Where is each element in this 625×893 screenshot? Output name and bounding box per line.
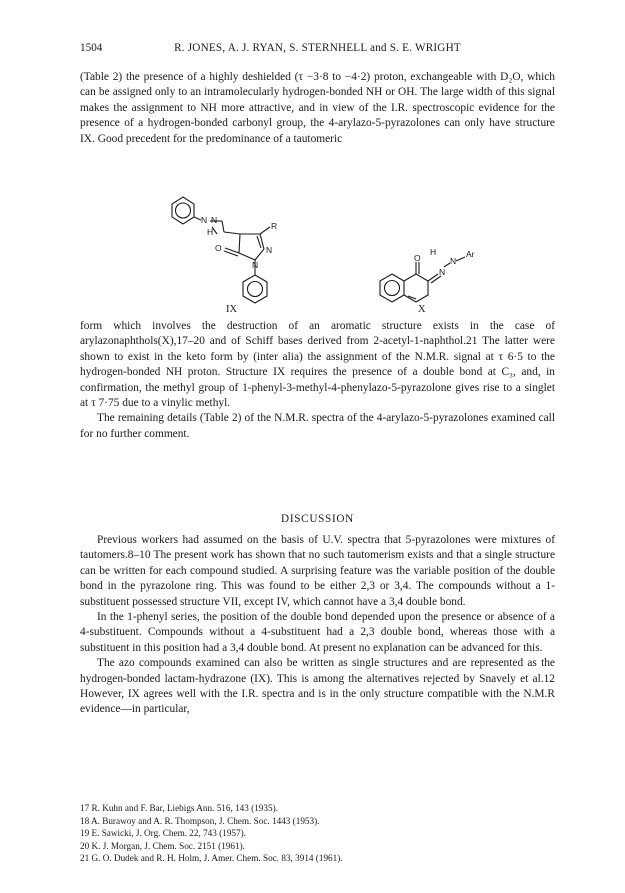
x-atom-n2: N: [439, 267, 446, 277]
section-heading-discussion: DISCUSSION: [281, 513, 354, 525]
ix-upper-phenyl-ring: [172, 197, 194, 224]
x-naphthalene-ring: [380, 274, 428, 302]
reference-19: 19 E. Sawicki, J. Org. Chem. 22, 743 (1957).: [80, 828, 246, 838]
reference-21: 21 G. O. Dudek and R. H. Holm, J. Amer. Chem. Soc. 83, 3914 (1961).: [80, 853, 343, 863]
structure-label-x: X: [418, 304, 426, 315]
reference-17: 17 R. Kuhn and F. Bar, Liebigs Ann. 516, 143 (1935).: [80, 803, 278, 813]
ix-atom-h: H: [207, 227, 214, 237]
paragraph-form: form which involves the destruction of an aromatic structure exists in the case of arylazonaphthols(X),17–20 and of Schiff bases derived from 2-acetyl-1-naphthol.21 The latter were shown to exist in the keto form by (inter alia) the assignment of the N.M.R. signal at τ 6·5 to the hydrogen-bonded NH proton. Structure IX requires the presence of a double bond at C₃, and, in confirmation, the methyl group of 1-phenyl-3-methyl-4-phenylazo-5-pyrazolone gives rise to a singlet at τ 7·75 due to a vinylic methyl.: [80, 320, 555, 410]
page-header: [80, 42, 555, 58]
footnote-references: [80, 802, 555, 865]
x-bond-n-ar: [456, 257, 465, 261]
running-head: R. JONES, A. J. RYAN, S. STERNHELL and S. E. WRIGHT: [174, 42, 461, 54]
discussion-paragraph-1: Previous workers had assumed on the basis of U.V. spectra that 5-pyrazolones were mixtures of tautomers.8–10 The present work has shown that no such tautomerism exists and that a single structure can be written for each compound studied. A surprising feature was the variable position of the double bond in the pyrazolone ring. This was found to be either 2,3 or 3,4. The compounds without a 1-substituent possessed structure VII, except IV, which cannot have a 3,4 double bond.: [80, 534, 555, 608]
body-text: [80, 319, 555, 442]
structure-drawing: [80, 183, 555, 316]
ix-atom-n3: N: [266, 245, 273, 255]
bond-n-c4: [222, 221, 224, 232]
page-number: 1504: [80, 42, 103, 54]
reference-18: 18 A. Burawoy and A. R. Thompson, J. Chem. Soc. 1443 (1953).: [80, 815, 320, 826]
x-atom-ar: Ar: [466, 249, 475, 259]
discussion-paragraph-2: In the 1-phenyl series, the position of the double bond depended upon the presence or absence of a 4-substituent. Compounds without a 4-substituent had a 2,3 double bond, whereas those with a substituent in this position had a 3,4 double bond. At present no explanation can be advanced for this.: [80, 611, 555, 654]
intro-paragraph-block: [80, 70, 555, 176]
ix-atom-n1: N: [201, 215, 208, 225]
ix-lower-phenyl-ring: [243, 275, 267, 303]
x-atom-o: O: [414, 253, 421, 263]
discussion-text: [80, 533, 555, 718]
discussion-paragraph-3: The azo compounds examined can also be written as single structures and are represented as the hydrogen-bonded lactam-hydrazone (IX). This is among the alternatives rejected by Snavely et al.12 However, IX agrees well with the I.R. spectra and is in the only structure compatible with the N.M.R evidence—in particular,: [80, 657, 555, 716]
ix-atom-n2: N: [211, 215, 218, 225]
bond-aryl-n: [194, 217, 201, 220]
intro-paragraph: (Table 2) the presence of a highly deshielded (τ −3·8 to −4·2) proton, exchangeable with D₂O, which can be assigned only to an intramolecularly hydrogen-bonded NH or OH. The large width of this signal makes the assignment to NH more attractive, and in view of the I.R. spectroscopic evidence for the presence of a hydrogen-bonded carbonyl group, the 4-arylazo-5-pyrazolones can only have structure IX. Good precedent for the predominance of a tautomeric: [80, 71, 555, 145]
structure-label-ix: IX: [226, 304, 238, 315]
paragraph-remaining: The remaining details (Table 2) of the N.M.R. spectra of the 4-arylazo-5-pyrazolones examined call for no further comment.: [80, 412, 555, 440]
x-bond-c-n: [428, 274, 438, 281]
x-atom-n1: N: [450, 256, 457, 266]
ix-atom-n4: N: [252, 260, 259, 270]
ix-pyrazolone-ring: [224, 227, 273, 260]
reference-20: 20 K. J. Morgan, J. Chem. Soc. 2151 (1961).: [80, 840, 245, 851]
structure-figure: [80, 183, 555, 316]
ix-atom-o: O: [215, 243, 222, 253]
ix-atom-r: R: [271, 221, 278, 231]
x-atom-h: H: [430, 247, 437, 257]
